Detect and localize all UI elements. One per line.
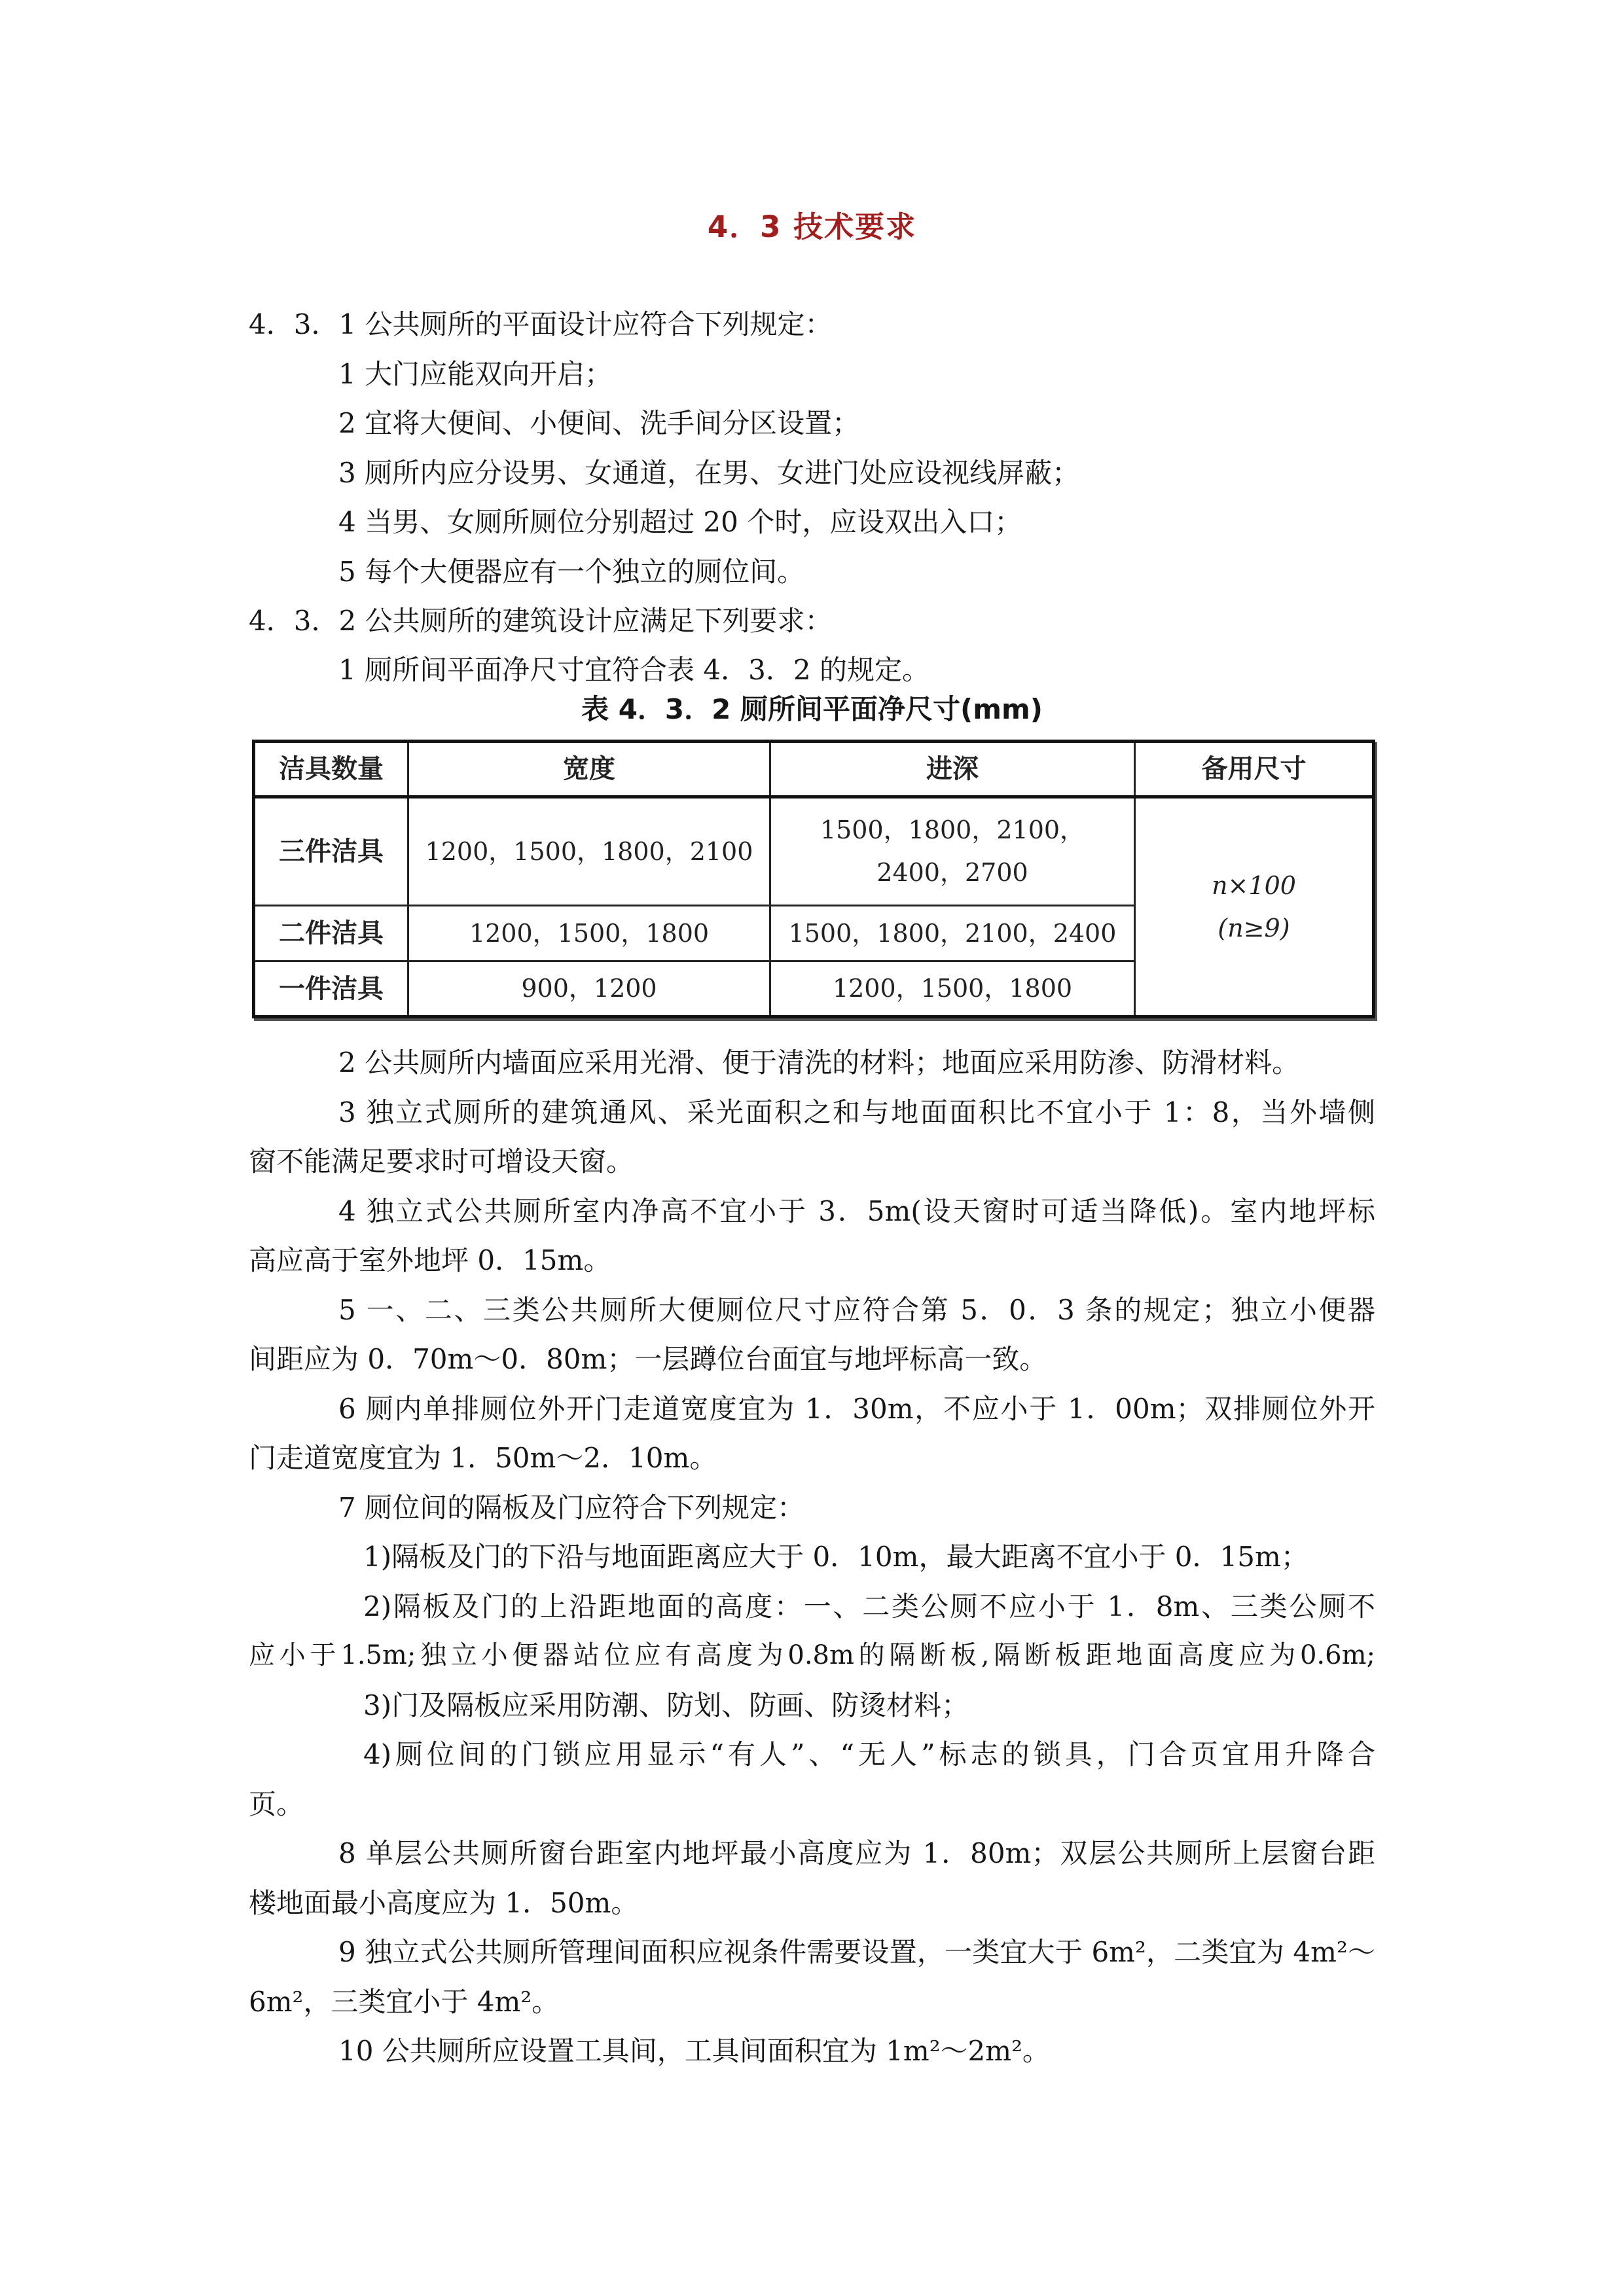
- paragraph-7: 7 厕位间的隔板及门应符合下列规定：: [338, 1492, 805, 1524]
- table-row-label: 三件洁具: [279, 836, 384, 867]
- paragraph-6-cont: 门走道宽度宜为 1．50m～2．10m。: [249, 1442, 717, 1474]
- table-header-spare: 备用尺寸: [1201, 754, 1307, 784]
- table-cell-depth: [771, 798, 1134, 905]
- paragraph-7-2: 2)隔板及门的上沿距地面的高度：一、二类公厕不应小于 1．8m、三类公厕不: [363, 1590, 1375, 1623]
- paragraph-5: 5 一、二、三类公共厕所大便厕位尺寸应符合第 5．0．3 条的规定；独立小便器: [338, 1294, 1375, 1326]
- table-cell-depth-line: 2400，2700: [876, 858, 1028, 887]
- paragraph-4-cont: 高应高于室外地坪 0．15m。: [249, 1244, 611, 1276]
- paragraph-7-1: 1)隔板及门的下沿与地面距离应大于 0．10m，最大距离不宜小于 0．15m；: [363, 1541, 1308, 1573]
- paragraph-7-4-cont: 页。: [249, 1788, 304, 1820]
- clause-431-item-1: 1 大门应能双向开启；: [338, 358, 613, 390]
- paragraph-2: 2 公共厕所内墙面应采用光滑、便于清洗的材料；地面应采用防渗、防滑材料。: [338, 1047, 1300, 1079]
- table-cell-spare: [1136, 798, 1372, 1015]
- table-caption: 表 4．3．2 厕所间平面净尺寸(mm): [581, 693, 1043, 725]
- table-cell-depth: 1500，1800，2100，2400: [788, 918, 1117, 948]
- paragraph-8-cont: 楼地面最小高度应为 1．50m。: [249, 1887, 639, 1919]
- table-cell-depth-line: 1500，1800，2100，: [820, 816, 1085, 845]
- clause-431-item-4: 4 当男、女厕所厕位分别超过 20 个时，应设双出入口；: [338, 506, 1022, 538]
- clause-431-item-5: 5 每个大便器应有一个独立的厕位间。: [338, 556, 805, 588]
- paragraph-7-4: 4)厕位间的门锁应用显示“有人”、“无人”标志的锁具，门合页宜用升降合: [363, 1738, 1375, 1770]
- table-row-label: 一件洁具: [279, 973, 384, 1004]
- table-header-depth: 进深: [926, 754, 979, 784]
- table-header-width: 宽度: [563, 754, 615, 784]
- paragraph-6: 6 厕内单排厕位外开门走道宽度宜为 1．30m，不应小于 1．00m；双排厕位外开: [338, 1393, 1375, 1425]
- table-cell-depth: 1200，1500，1800: [832, 974, 1073, 1003]
- section-title: 4．3 技术要求: [707, 209, 917, 244]
- paragraph-3-cont: 窗不能满足要求时可增设天窗。: [249, 1145, 634, 1177]
- clause-431-item-3: 3 厕所内应分设男、女通道，在男、女进门处应设视线屏蔽；: [338, 457, 1080, 489]
- paragraph-9-cont: 6m²，三类宜小于 4m²。: [249, 1986, 560, 2018]
- clause-432-item-1: 1 厕所间平面净尺寸宜符合表 4．3．2 的规定。: [338, 654, 929, 686]
- paragraph-7-3: 3)门及隔板应采用防潮、防划、防画、防烫材料；: [363, 1689, 969, 1721]
- table-header-fixtures: 洁具数量: [279, 754, 384, 784]
- paragraph-3: 3 独立式厕所的建筑通风、采光面积之和与地面面积比不宜小于 1：8，当外墙侧: [338, 1096, 1375, 1128]
- clause-431-heading: 4．3．1 公共厕所的平面设计应符合下列规定：: [249, 308, 833, 340]
- paragraph-4: 4 独立式公共厕所室内净高不宜小于 3．5m(设天窗时可适当降低)。室内地坪标: [338, 1195, 1375, 1227]
- table-spare-line: (n≥9): [1218, 913, 1290, 942]
- clause-432-heading: 4．3．2 公共厕所的建筑设计应满足下列要求：: [249, 605, 833, 637]
- paragraph-10: 10 公共厕所应设置工具间，工具间面积宜为 1m²～2m²。: [338, 2035, 1050, 2067]
- table-spare-line: n×100: [1212, 870, 1296, 900]
- clause-431-item-2: 2 宜将大便间、小便间、洗手间分区设置；: [338, 407, 860, 439]
- table-row-label: 二件洁具: [279, 918, 384, 948]
- paragraph-7-2-cont: 应小于1.5m;独立小便器站位应有高度为0.8m的隔断板,隔断板距地面高度应为0.6m;: [249, 1640, 1375, 1670]
- paragraph-9: 9 独立式公共厕所管理间面积应视条件需要设置，一类宜大于 6m²，二类宜为 4m²～: [338, 1936, 1375, 1968]
- paragraph-5-cont: 间距应为 0．70m～0．80m；一层蹲位台面宜与地坪标高一致。: [249, 1343, 1047, 1375]
- table-cell-width: 1200，1500，1800: [469, 918, 710, 948]
- table-cell-width: 900，1200: [521, 974, 657, 1003]
- paragraph-8: 8 单层公共厕所窗台距室内地坪最小高度应为 1．80m；双层公共厕所上层窗台距: [338, 1837, 1375, 1869]
- table-cell-width: 1200，1500，1800，2100: [425, 836, 753, 866]
- dimension-table: [252, 740, 1375, 1018]
